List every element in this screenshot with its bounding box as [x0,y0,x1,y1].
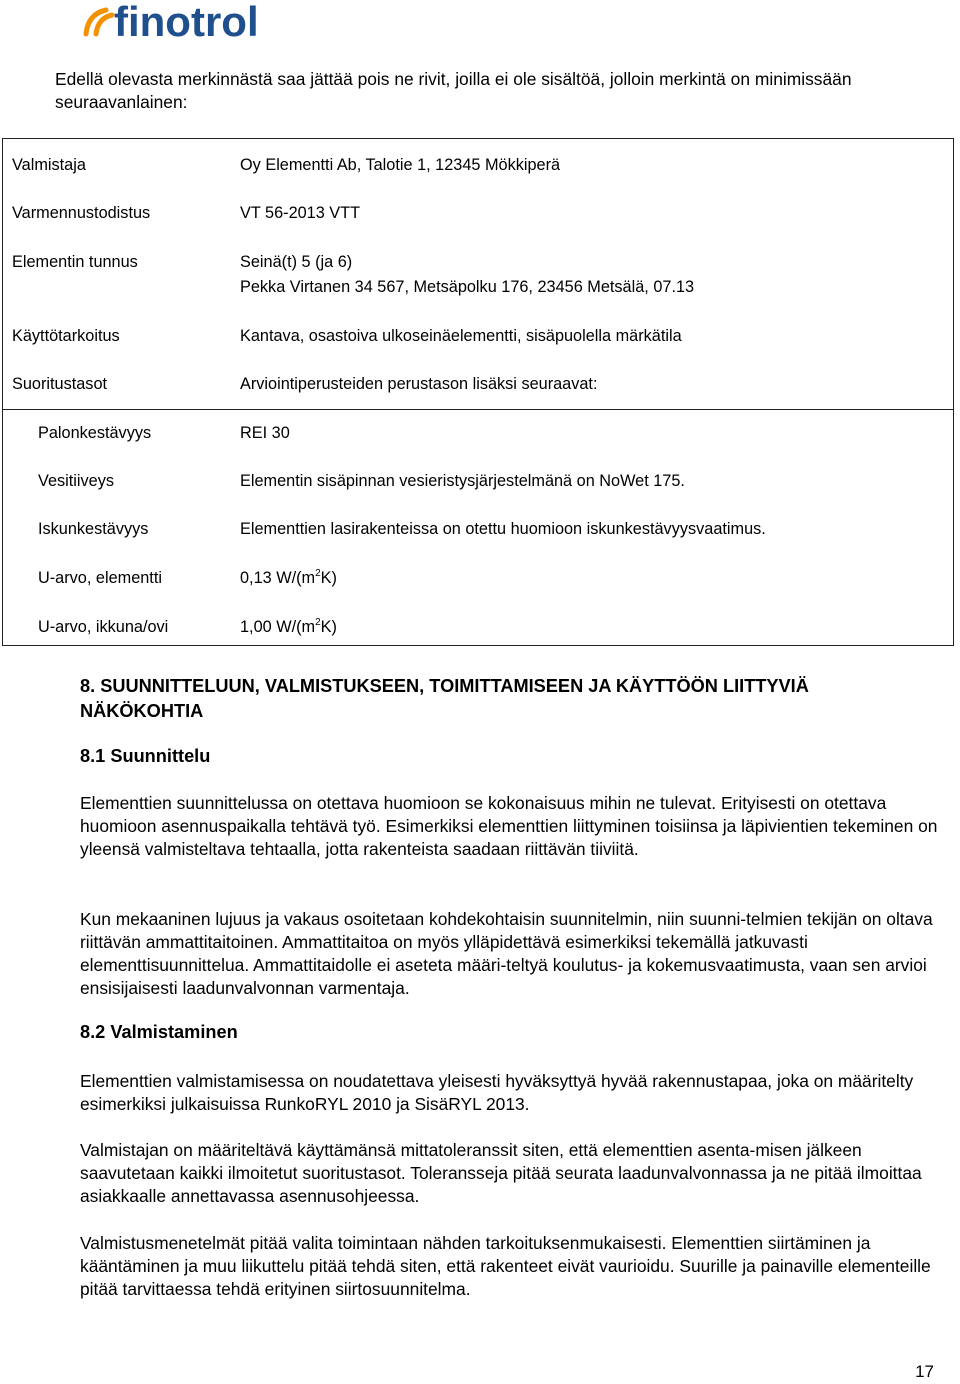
value-u-arvo-elementti [240,568,337,588]
value-iskunkestavyys: Elementtien lasirakenteissa on otettu huomioon iskunkestävyysvaatimus. [240,520,766,538]
u-arvo-ikkuna-number: 1,00 W/(m [240,618,316,636]
value-palonkestavyys: REI 30 [240,424,290,442]
unit-tail: K) [320,618,337,636]
section-heading-8-1: 8.1 Suunnittelu [80,746,211,766]
value-u-arvo-ikkuna [240,617,337,637]
label-valmistaja: Valmistaja [12,156,86,174]
u-arvo-elementti-number: 0,13 W/(m [240,569,316,587]
paragraph-valmistaminen-3: Valmistusmenetelmät pitää valita toimintaan nähden tarkoituksenmukaisesti. Elementtien siirtäminen ja kääntäminen ja muu liikuttelu pitää tehdä siten, että rakenteet eivät vaurioidu. Suurille ja painaville elementeille pitää tarvittaessa tehdä erityinen siirtosuunnitelma. [80,1233,931,1299]
page-number: 17 [915,1362,934,1381]
finotrol-logo-graphic [80,2,340,42]
superscript-2: 2 [315,568,321,579]
label-u-arvo-elementti: U-arvo, elementti [38,569,162,587]
unit-tail: K) [320,569,337,587]
label-suoritustasot: Suoritustasot [12,375,108,393]
section-heading-8-2: 8.2 Valmistaminen [80,1022,238,1042]
superscript-2: 2 [315,617,321,628]
label-iskunkestavyys: Iskunkestävyys [38,520,149,538]
value-varmennustodistus: VT 56-2013 VTT [240,204,361,222]
value-valmistaja: Oy Elementti Ab, Talotie 1, 12345 Mökkiperä [240,156,561,174]
paragraph-suunnittelu-1: Elementtien suunnittelussa on otettava huomioon se kokonaisuus mihin ne tulevat. Erityisesti on otettava huomioon asennuspaikalla tehtävä työ. Esimerkiksi elementtien liittyminen toisiinsa ja läpivientien tekeminen on yleensä valmisteltava tehtaalla, jotta rakenteista saadaan riittävän tiiviitä. [80,793,938,859]
label-u-arvo-ikkuna: U-arvo, ikkuna/ovi [38,618,169,636]
label-elementin-tunnus: Elementin tunnus [12,253,138,271]
value-kayttotarkoitus: Kantava, osastoiva ulkoseinäelementti, sisäpuolella märkätila [240,327,682,345]
label-kayttotarkoitus: Käyttötarkoitus [12,327,120,345]
value-elementin-tunnus-2: Pekka Virtanen 34 567, Metsäpolku 176, 23456 Metsälä, 07.13 [240,278,695,296]
logo-wordmark: finotrol [114,2,259,42]
paragraph-suunnittelu-2: Kun mekaaninen lujuus ja vakaus osoitetaan kohdekohtaisin suunnitelmin, niin suunni-telmien tekijän on oltava riittävän ammattitaitoinen. Ammattitaitoa on myös ylläpidettävä esimerkiksi tekemällä jatkuvasti elementtisuunnittelua. Ammattitaidolle ei aseteta määri-teltyä koulutus- ja kokemusvaatimusta, vaan sen arvioi ensisijaisesti laadunvalvonnan varmentaja. [80,909,933,998]
label-palonkestavyys: Palonkestävyys [38,424,152,442]
label-varmennustodistus: Varmennustodistus [12,204,151,222]
table-divider [3,409,953,410]
paragraph-valmistaminen-1: Elementtien valmistamisessa on noudatettava yleisesti hyväksyttyä hyvää rakennustapaa, joka on määritelty esimerkiksi julkaisuissa RunkoRYL 2010 ja SisäRYL 2013. [80,1071,914,1114]
finotrol-logo [80,2,340,42]
label-vesitiiveys: Vesitiiveys [38,472,115,490]
value-suoritustasot: Arviointiperusteiden perustason lisäksi seuraavat: [240,375,598,393]
value-vesitiiveys: Elementin sisäpinnan vesieristysjärjestelmänä on NoWet 175. [240,472,685,490]
paragraph-valmistaminen-2: Valmistajan on määriteltävä käyttämänsä mittatoleranssit siten, että elementtien asenta-misen jälkeen saavutetaan kaikki ilmoitetut suoritustasot. Toleransseja pitää seurata laadunvalvonnassa ja ne pitää ilmoittaa asiakkaalle annettavassa asennusohjeessa. [80,1140,922,1206]
value-elementin-tunnus-1: Seinä(t) 5 (ja 6) [240,253,353,271]
intro-paragraph: Edellä olevasta merkinnästä saa jättää pois ne rivit, joilla ei ole sisältöä, jolloin merkintä on minimissään seuraavanlainen: [55,69,852,112]
marking-table [2,138,954,646]
section-heading-8: 8. SUUNNITTELUUN, VALMISTUKSEEN, TOIMITTAMISEEN JA KÄYTTÖÖN LIITTYVIÄ NÄKÖKOHTIA [80,676,809,721]
